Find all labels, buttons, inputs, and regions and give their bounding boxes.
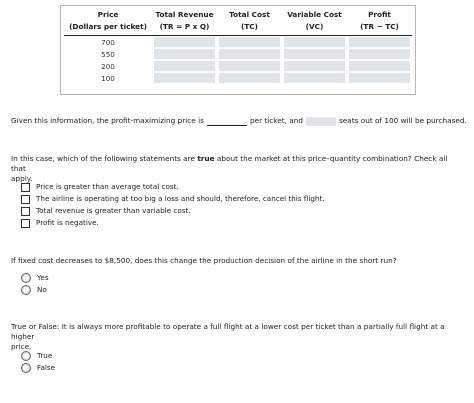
data-table-box: [60, 5, 416, 95]
radio-option-false[interactable]: False: [21, 363, 55, 373]
profit-input[interactable]: [349, 61, 410, 71]
data-table: [64, 9, 412, 84]
variable-cost-input[interactable]: [284, 49, 345, 59]
table-row: [64, 48, 412, 60]
radio-button[interactable]: [21, 285, 31, 295]
price-cell: 200: [101, 61, 115, 71]
radio-button[interactable]: [21, 273, 31, 283]
total-cost-input[interactable]: [219, 61, 280, 71]
header-variable-cost-sub: (VC): [282, 21, 347, 36]
checkbox-option[interactable]: Profit is negative.: [21, 218, 99, 228]
total-cost-input[interactable]: [219, 73, 280, 83]
question-true-statements: [11, 154, 461, 184]
header-total-cost: Total Cost: [229, 10, 270, 19]
q2-text-b: about the market at this price–quantity combination? Check all that: [11, 154, 448, 173]
total-revenue-input[interactable]: [154, 73, 215, 83]
question-fixed-cost: If fixed cost decreases to $8,500, does this change the production decision of the airline in the short run?: [11, 256, 397, 265]
total-revenue-input[interactable]: [154, 61, 215, 71]
header-profit-sub: (TR − TC): [347, 21, 412, 36]
checkbox[interactable]: [21, 207, 30, 216]
checkbox[interactable]: [21, 219, 30, 228]
q1-text-part3: seats out of 100 will be purchased.: [338, 116, 467, 125]
price-answer-blank[interactable]: [207, 117, 247, 126]
table-row: [64, 60, 412, 72]
q1-text-part1: Given this information, the profit-maximizing price is: [11, 116, 204, 125]
table-row: [64, 72, 412, 84]
radio-option-no[interactable]: No: [21, 285, 47, 295]
total-cost-input[interactable]: [219, 37, 280, 47]
radio-button[interactable]: [21, 363, 31, 373]
q4-line2: price.: [11, 342, 32, 351]
total-revenue-input[interactable]: [154, 49, 215, 59]
checkbox[interactable]: [21, 183, 30, 192]
total-cost-input[interactable]: [219, 49, 280, 59]
checkbox-option[interactable]: Total revenue is greater than variable cost.: [21, 206, 191, 216]
variable-cost-input[interactable]: [284, 37, 345, 47]
q1-text-part2: per ticket, and: [249, 116, 303, 125]
profit-input[interactable]: [349, 37, 410, 47]
variable-cost-input[interactable]: [284, 61, 345, 71]
header-total-cost-sub: (TC): [217, 21, 282, 36]
q4-line1: True or False: It is always more profitable to operate a full flight at a lower cost per ticket than a partially full flight at a higher: [11, 322, 445, 341]
price-cell: 700: [101, 37, 115, 47]
header-price-sub: (Dollars per ticket): [64, 21, 152, 36]
profit-input[interactable]: [349, 73, 410, 83]
question-true-false: [11, 322, 467, 352]
radio-option-yes[interactable]: Yes: [21, 273, 49, 283]
checkbox-option[interactable]: The airline is operating at too big a loss and should, therefore, cancel this flight.: [21, 194, 325, 204]
header-profit: Profit: [368, 10, 391, 19]
radio-option-true[interactable]: True: [21, 351, 52, 361]
variable-cost-input[interactable]: [284, 73, 345, 83]
checkbox-option[interactable]: Price is greater than average total cost.: [21, 182, 179, 192]
total-revenue-input[interactable]: [154, 37, 215, 47]
profit-input[interactable]: [349, 49, 410, 59]
table-row: [64, 36, 412, 48]
header-variable-cost: Variable Cost: [287, 10, 342, 19]
question-profit-max-price: [11, 116, 467, 126]
price-cell: 100: [101, 73, 115, 83]
radio-button[interactable]: [21, 351, 31, 361]
q2-text-c: apply.: [11, 174, 33, 183]
q2-text-a: In this case, which of the following statements are: [11, 154, 195, 163]
checkbox[interactable]: [21, 195, 30, 204]
header-total-revenue: Total Revenue: [155, 10, 214, 19]
seats-answer-input[interactable]: [306, 117, 336, 126]
header-total-revenue-sub: (TR = P x Q): [152, 21, 217, 36]
q2-text-bold: true: [197, 154, 215, 163]
price-cell: 550: [101, 49, 115, 59]
header-price: Price: [97, 10, 119, 19]
